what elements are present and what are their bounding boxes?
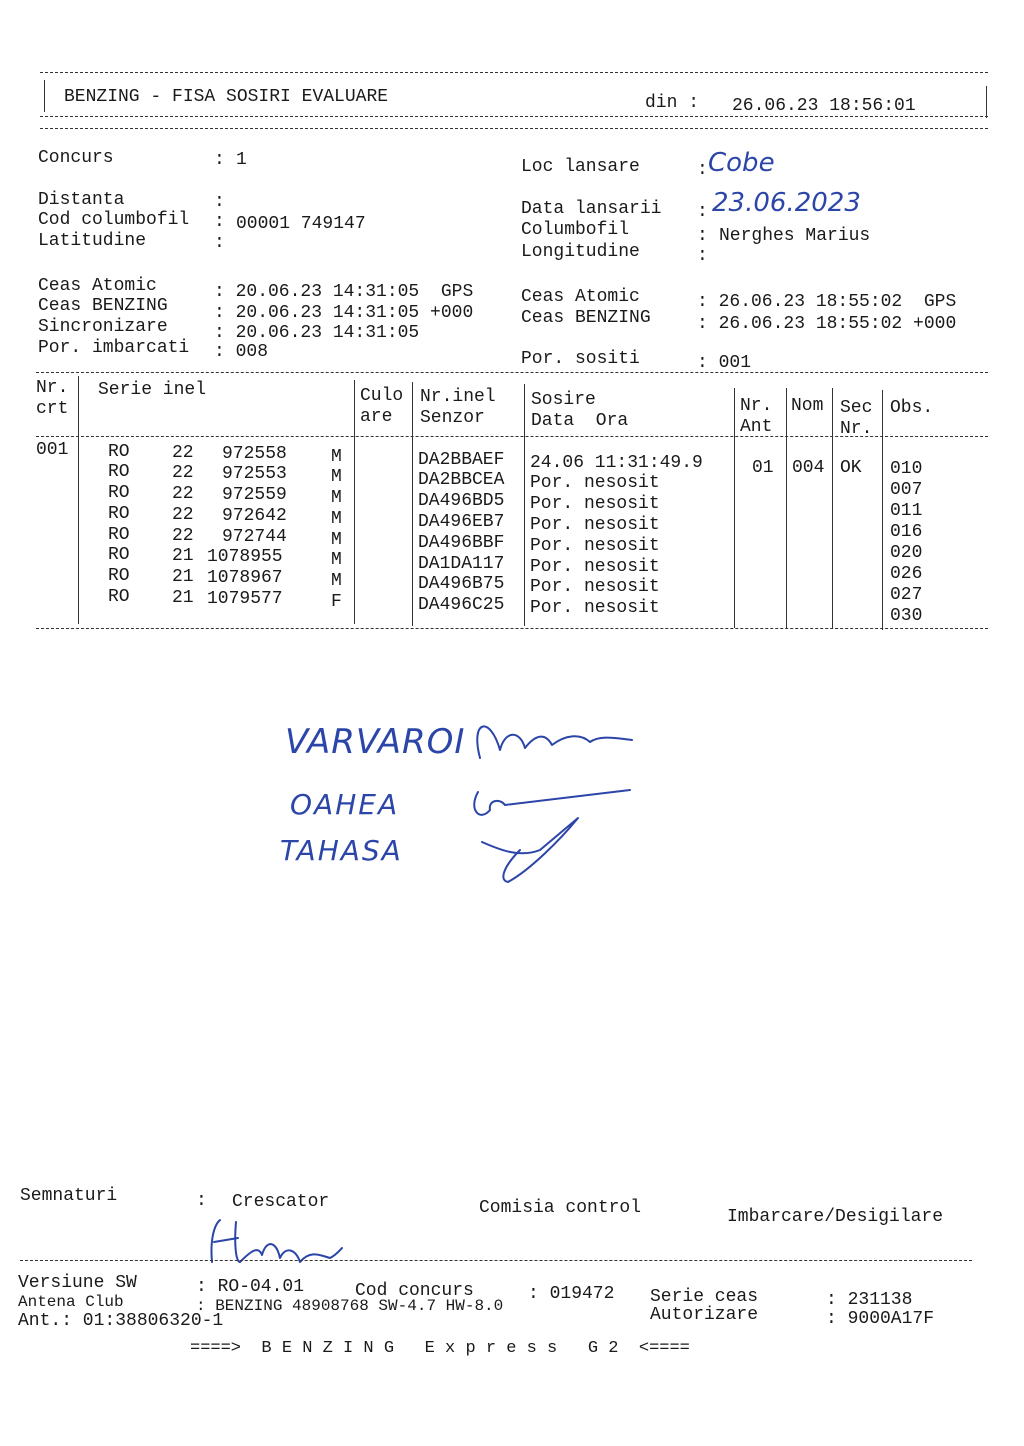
ring-number: 972642 (222, 506, 287, 526)
ceas-benzing-start-value: : 20.06.23 14:31:05 +000 (214, 303, 474, 323)
por-sositi-label: Por. sositi (521, 349, 640, 369)
concurs-sep: : (214, 150, 225, 170)
handwritten-name-2: OAHEA (290, 788, 400, 821)
ceas-benzing-end-value: : 26.06.23 18:55:02 +000 (697, 314, 957, 334)
ring-sex: M (331, 447, 342, 467)
latitudine-label: Latitudine (38, 231, 147, 251)
obs-value: 010 (890, 459, 923, 479)
ceas-atomic-start-value: : 20.06.23 14:31:05 GPS (214, 282, 474, 302)
sosire-value: Por. nesosit (530, 557, 660, 577)
ring-year: 22 (172, 505, 194, 525)
ring-senzor: DA496C25 (418, 595, 505, 615)
cod-concurs-value: : 019472 (528, 1284, 615, 1304)
cod-columbofil-sep: : (214, 212, 225, 232)
ring-country: RO (108, 483, 130, 503)
signature-crescator (211, 1220, 342, 1262)
imbarcare-label: Imbarcare/Desigilare (727, 1207, 944, 1227)
col-header-nr-ant: Nr. Ant (740, 396, 773, 437)
ring-number: 1079577 (207, 589, 283, 609)
cod-columbofil-label: Cod columbofil (38, 210, 190, 230)
col-header-nr-crt: Nr. crt (36, 378, 69, 419)
data-lansarii-handwritten: 23.06.2023 (712, 188, 861, 218)
ring-sex: M (331, 571, 342, 591)
serie-ceas-value: : 231138 (826, 1290, 913, 1310)
concurs-value: 1 (236, 150, 247, 170)
signature-1 (477, 726, 632, 758)
col-header-sosire: Sosire Data Ora (531, 390, 629, 431)
report-date-value: 26.06.23 18:56:01 (732, 96, 916, 116)
signature-3 (482, 818, 578, 882)
ring-year: 22 (172, 526, 194, 546)
obs-value: 030 (890, 606, 923, 626)
ring-sex: M (331, 530, 342, 550)
ring-number: 1078967 (207, 568, 283, 588)
antenna-id-line: Ant.: 01:38806320-1 (18, 1311, 224, 1331)
obs-value: 026 (890, 564, 923, 584)
cod-concurs-label: Cod concurs (355, 1281, 474, 1301)
ring-sex: M (331, 488, 342, 508)
ring-country: RO (108, 545, 130, 565)
serie-ceas-label: Serie ceas (650, 1287, 759, 1307)
por-sositi-value: : 001 (697, 353, 752, 373)
ring-year: 21 (172, 588, 194, 608)
col-header-sec-nr: Sec Nr. (840, 398, 873, 439)
versiune-value: : RO-04.01 (196, 1277, 305, 1297)
sosire-value: Por. nesosit (530, 598, 660, 618)
ring-number: 1078955 (207, 547, 283, 567)
sosire-value: Por. nesosit (530, 473, 660, 493)
loc-lansare-handwritten: Cobe (708, 148, 775, 178)
ceas-atomic-end-value: : 26.06.23 18:55:02 GPS (697, 292, 957, 312)
data-lansarii-sep: : (697, 202, 708, 222)
ring-year: 21 (172, 546, 194, 566)
obs-value: 027 (890, 585, 923, 605)
footer-rule (20, 1260, 972, 1261)
loc-lansare-label: Loc lansare (521, 157, 640, 177)
sosire-value: Por. nesosit (530, 577, 660, 597)
sincronizare-label: Sincronizare (38, 317, 168, 337)
sosire-value: Por. nesosit (530, 494, 660, 514)
cod-columbofil-value: 00001 749147 (236, 214, 366, 234)
ceas-benzing-end-label: Ceas BENZING (521, 308, 651, 328)
distanta-sep: : (214, 192, 225, 212)
obs-value: 007 (890, 480, 923, 500)
sincronizare-value: : 20.06.23 14:31:05 (214, 323, 420, 343)
ring-senzor: DA496BD5 (418, 491, 505, 511)
report-title: BENZING - FISA SOSIRI EVALUARE (64, 87, 389, 107)
row-number: 001 (36, 440, 69, 460)
data-lansarii-label: Data lansarii (521, 199, 662, 219)
obs-value: 011 (890, 501, 923, 521)
comisia-label: Comisia control (479, 1198, 642, 1218)
ring-year: 22 (172, 484, 194, 504)
crescator-label: Crescator (232, 1192, 330, 1212)
ceas-atomic-end-label: Ceas Atomic (521, 287, 640, 307)
antena-value: : BENZING 48908768 SW-4.7 HW-8.0 (196, 1297, 504, 1315)
ring-senzor: DA1DA117 (418, 554, 505, 574)
sosire-value: Por. nesosit (530, 536, 660, 556)
signature-2 (474, 790, 630, 815)
ring-year: 21 (172, 567, 194, 587)
sosire-value: 24.06 11:31:49.9 (530, 453, 703, 473)
col-header-nr-inel: Nr.inel Senzor (420, 387, 496, 428)
sosire-value: Por. nesosit (530, 515, 660, 535)
ring-number: 972559 (222, 485, 287, 505)
latitudine-sep: : (214, 233, 225, 253)
columbofil-value-sep: : (697, 226, 708, 246)
versiune-label: Versiune SW (18, 1273, 137, 1293)
antena-label: Antena Club (18, 1293, 124, 1311)
longitudine-label: Longitudine (521, 242, 640, 262)
autorizare-value: : 9000A17F (826, 1309, 935, 1329)
ring-sex: M (331, 467, 342, 487)
ring-senzor: DA496B75 (418, 574, 505, 594)
col-header-culoare: Culo are (360, 386, 404, 427)
col-header-serie-inel: Serie inel (98, 380, 207, 400)
ring-sex: M (331, 550, 342, 570)
ring-number: 972553 (222, 464, 287, 484)
nom-value: 004 (792, 458, 825, 478)
ring-country: RO (108, 442, 130, 462)
handwritten-name-1: VARVAROI (285, 722, 466, 762)
autorizare-label: Autorizare (650, 1305, 759, 1325)
ceas-benzing-start-label: Ceas BENZING (38, 296, 168, 316)
ring-year: 22 (172, 463, 194, 483)
ring-country: RO (108, 462, 130, 482)
nr-ant-value: 01 (752, 458, 774, 478)
handwritten-name-3: TAHASA (280, 834, 403, 867)
report-date-label: din : (645, 93, 700, 113)
ring-senzor: DA2BBAEF (418, 450, 505, 470)
ring-country: RO (108, 587, 130, 607)
por-imbarcati-label: Por. imbarcati (38, 338, 190, 358)
concurs-label: Concurs (38, 148, 114, 168)
columbofil-value: Nerghes Marius (719, 226, 871, 246)
obs-value: 016 (890, 522, 923, 542)
loc-lansare-sep: : (697, 160, 708, 180)
semnaturi-sep: : (196, 1191, 207, 1211)
ring-senzor: DA496BBF (418, 533, 505, 553)
longitudine-sep: : (697, 246, 708, 266)
brand-line: ====> B E N Z I N G E x p r e s s G 2 <==== (190, 1339, 690, 1358)
col-header-nom: Nom (791, 396, 824, 416)
ring-sex: M (331, 509, 342, 529)
sec-value: OK (840, 458, 862, 478)
col-header-obs: Obs. (890, 398, 934, 418)
distanta-label: Distanta (38, 190, 125, 210)
ring-country: RO (108, 566, 130, 586)
ring-senzor: DA2BBCEA (418, 470, 505, 490)
por-imbarcati-value: : 008 (214, 342, 269, 362)
ring-number: 972744 (222, 527, 287, 547)
ring-senzor: DA496EB7 (418, 512, 505, 532)
ceas-atomic-start-label: Ceas Atomic (38, 276, 157, 296)
ring-number: 972558 (222, 444, 287, 464)
obs-value: 020 (890, 543, 923, 563)
ring-year: 22 (172, 443, 194, 463)
ring-country: RO (108, 504, 130, 524)
columbofil-label: Columbofil (521, 220, 630, 240)
ring-country: RO (108, 525, 130, 545)
ring-sex: F (331, 592, 342, 612)
semnaturi-label: Semnaturi (20, 1186, 118, 1206)
